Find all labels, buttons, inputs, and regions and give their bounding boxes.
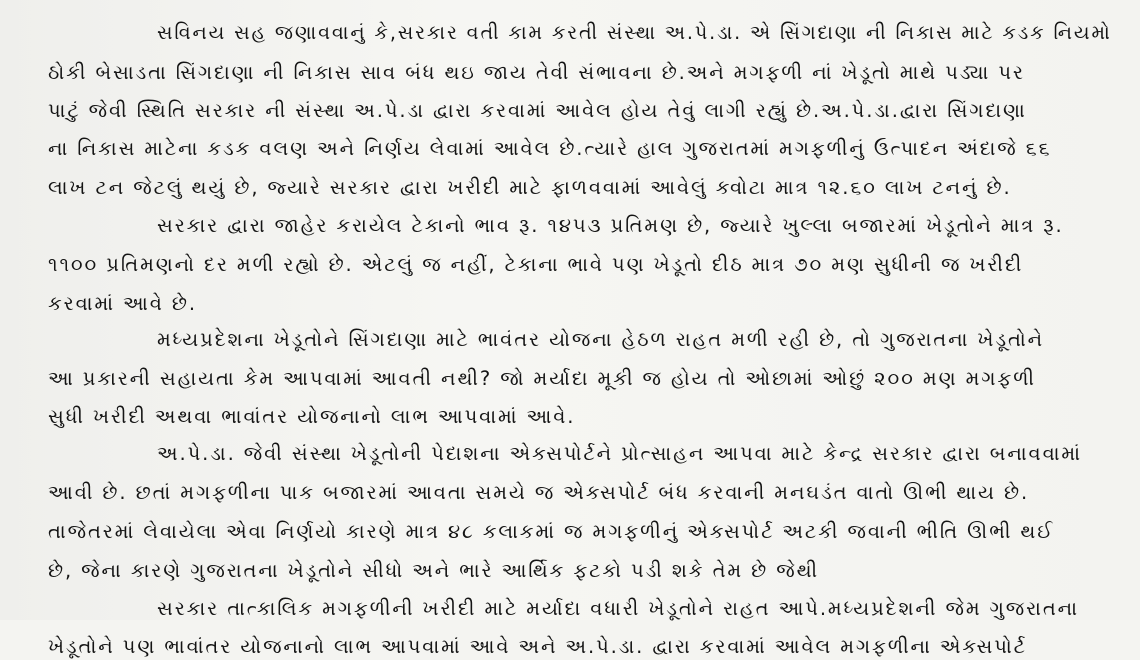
paragraph-1-line-5: લાખ ટન જેટલું થયું છે, જ્યારે સરકાર દ્વારા ખરીદી માટે ફાળવવામાં આવેલું ક્વોટા માત્ર ૧૨.૬૦ લાખ ટનનું છે. [48,176,1012,199]
paragraph-4-line-2: આવી છે. છતાં મગફળીના પાક બજારમાં આવતા સમયે જ એક્સપોર્ટ બંધ કરવાની મનઘડંત વાતો ઊભી થાય છે. [48,481,1030,504]
paragraph-3-line-1: મધ્યપ્રદેશના ખેડૂતોને સિંગદાણા માટે ભાવંતર યોજના હેઠળ રાહત મળી રહી છે, તો ગુજરાતના ખેડૂતોને [157,328,1045,351]
paragraph-4-line-4: છે, જેના કારણે ગુજરાતના ખેડૂતોને સીધો અને ભારે આર્થિક ફટકો પડી શકે તેમ છે જેથી [48,559,820,582]
paragraph-5-line-2: ખેડૂતોને પણ ભાવાંતર યોજનાનો લાભ આપવામાં આવે અને અ.પે.ડા. દ્વારા કરવામાં આવેલ મગફળીના એક્સપોર્ટ [48,635,1027,658]
paragraph-1-line-3: પાટું જેવી સ્થિતિ સરકાર ની સંસ્થા અ.પે.ડા દ્વારા કરવામાં આવેલ હોય તેવું લાગી રહ્યું છે.અ.પે.ડા.દ્વારા સિંગદાણા [48,99,1027,122]
paragraph-3-line-2: આ પ્રકારની સહાયતા કેમ આપવામાં આવતી નથી? જો મર્યાદા મૂકી જ હોય તો ઓછામાં ઓછું ૨૦૦ મણ મગફળી [48,367,1036,390]
paragraph-4-line-1: અ.પે.ડા. જેવી સંસ્થા ખેડૂતોની પેદાશના એક્સપોર્ટને પ્રોત્સાહન આપવા માટે કેન્દ્ર સરકાર દ્વારા બનાવવામાં [157,442,1082,465]
paragraph-3-line-3: સુધી ખરીદી અથવા ભાવાંતર યોજનાનો લાભ આપવામાં આવે. [48,405,576,428]
paragraph-2-line-3: કરવામાં આવે છે. [48,292,197,315]
paragraph-1-line-1: સવિનય સહ જણાવવાનું કે,સરકાર વતી કામ કરતી સંસ્થા અ.પે.ડા. એ સિંગદાણા ની નિકાસ માટે કડક નિયમો [157,21,1112,44]
paragraph-2-line-2: ૧૧૦૦ પ્રતિમણનો દર મળી રહ્યો છે. એટલું જ નહીં, ટેકાના ભાવે પણ ખેડૂતો દીઠ માત્ર ૭૦ મણ સુધીની જ ખરીદી [48,253,1024,276]
paragraph-4-line-3: તાજેતરમાં લેવાયેલા એવા નિર્ણયો કારણે માત્ર ૪૮ કલાકમાં જ મગફળીનું એક્સપોર્ટ અટકી જવાની ભીતિ ઊભી થઈ [48,520,1055,543]
paragraph-2-line-1: સરકાર દ્વારા જાહેર કરાયેલ ટેકાનો ભાવ રૂ. ૧૪૫૩ પ્રતિમણ છે, જ્યારે ખુલ્લા બજારમાં ખેડૂતોને માત્ર રૂ. [157,214,1064,237]
paragraph-1-line-4: ના નિકાસ માટેના કડક વલણ અને નિર્ણય લેવામાં આવેલ છે.ત્યારે હાલ ગુજરાતમાં મગફળીનું ઉત્પાદન અંદાજે ૬૬ [48,137,1052,160]
paragraph-5-line-1: સરકાર તાત્કાલિક મગફળીની ખરીદી માટે મર્યાદા વધારી ખેડૂતોને રાહત આપે.મધ્યપ્રદેશની જેમ ગુજરાતના [157,597,1079,620]
paragraph-1-line-2: ઠોકી બેસાડતા સિંગદાણા ની નિકાસ સાવ બંધ થઇ જાય તેવી સંભાવના છે.અને મગફળી નાં ખેડૂતો માથે પડ્યા પર [48,61,1025,84]
